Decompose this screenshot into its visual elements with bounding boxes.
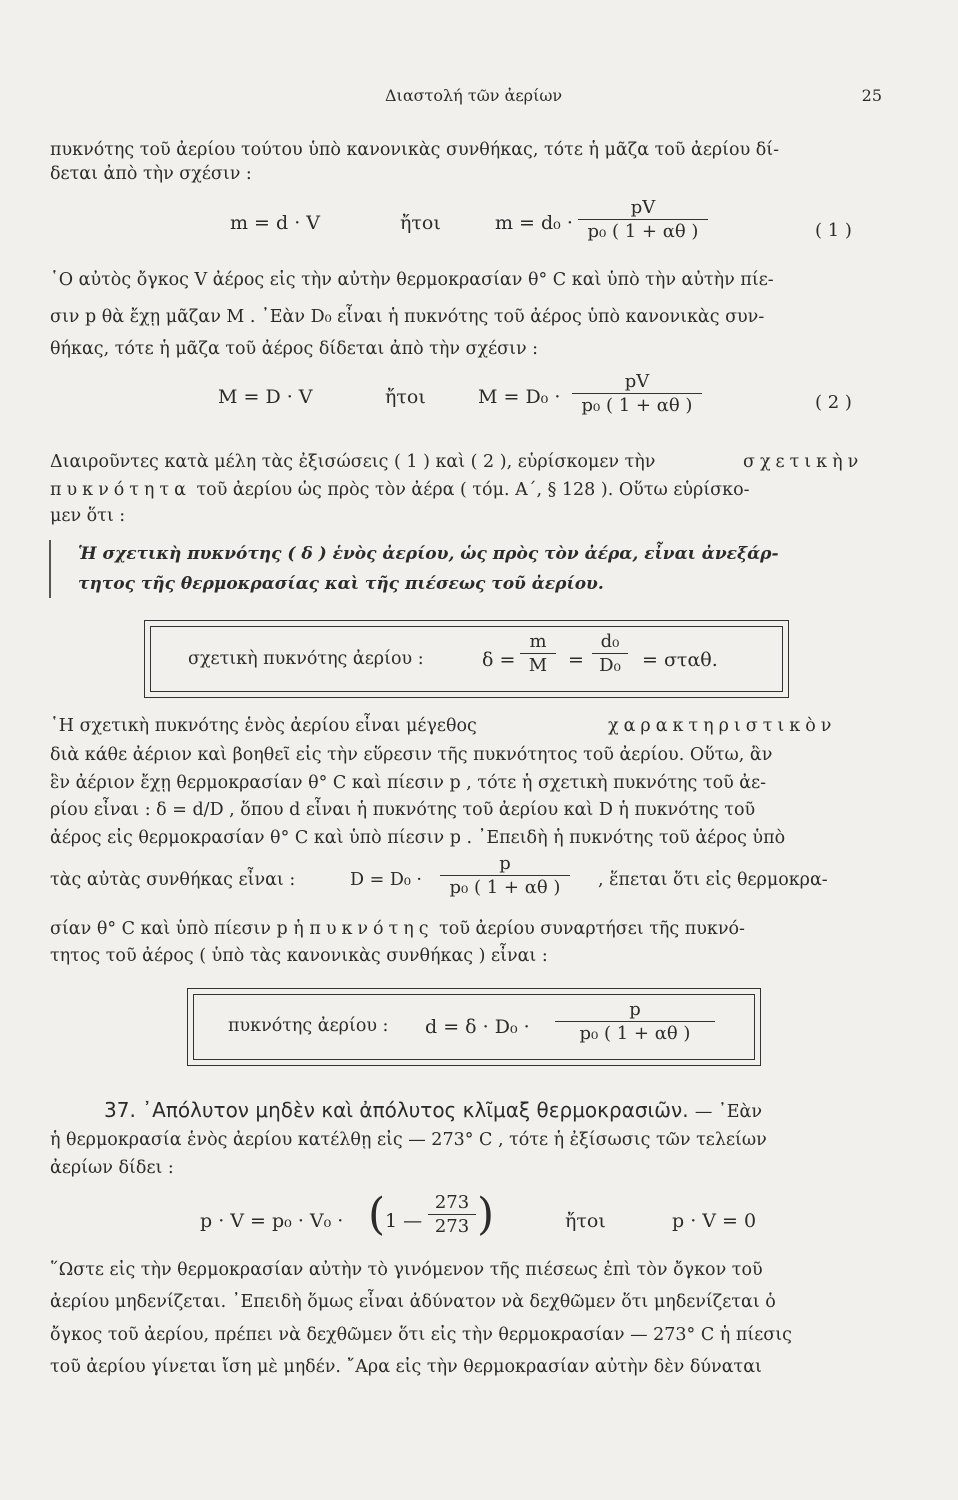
box1-num: d₀ xyxy=(600,631,620,652)
text-line: δεται ἀπὸ τὴν σχέσιν : xyxy=(50,164,252,184)
box1-tail: = σταθ. xyxy=(642,649,718,671)
text-line: ἀέρος εἰς θερμοκρασίαν θ° C καὶ ὑπὸ πίεσιν p . ᾿Επειδὴ ἡ πυκνότης τοῦ ἀέρος ὑπὸ xyxy=(50,828,786,848)
box1-delta: δ = xyxy=(482,649,516,671)
eq3-rhs: p · V = 0 xyxy=(672,1210,757,1232)
eq3-den: 273 xyxy=(434,1216,470,1237)
section-heading xyxy=(104,1098,762,1122)
spaced-term: χαρακτηριστικὸν xyxy=(608,716,837,736)
text-line: ἀερίων δίδει : xyxy=(50,1158,174,1178)
text-line: ρίου εἶναι : δ = d/D , ὅπου d εἶναι ἡ πυκνότης τοῦ ἀερίου καὶ D ἡ πυκνότης τοῦ xyxy=(50,800,756,820)
box2-label: πυκνότης ἀερίου : xyxy=(228,1016,389,1036)
text-span: τοῦ ἀερίου συναρτήσει τῆς πυκνό- xyxy=(439,919,745,939)
eq3-fraction xyxy=(428,1193,476,1237)
eq1-hitoi: ἤτοι xyxy=(400,212,441,234)
definition-line: τητος τῆς θερμοκρασίας καὶ τῆς πιέσεως τοῦ ἀερίου. xyxy=(78,574,604,594)
page-number: 25 xyxy=(861,86,882,105)
eq1-fraction xyxy=(578,198,708,242)
text-span: ῾Η σχετικὴ πυκνότης ἑνὸς ἀερίου εἶναι μέγεθος xyxy=(50,716,477,736)
text-line: ἀερίου μηδενίζεται. ᾿Επειδὴ ὅμως εἶναι ἀδύνατον νὰ δεχθῶμεν ὅτι μηδενίζεται ὁ xyxy=(50,1292,776,1312)
eq1-denominator: p₀ ( 1 + αθ ) xyxy=(587,221,699,242)
box1-fraction-m xyxy=(520,632,556,676)
spaced-term: σχετικὴν xyxy=(743,452,864,472)
text-line xyxy=(50,714,890,738)
text-line: πυκνότης τοῦ ἀερίου τούτου ὑπὸ κανονικὰς συνθήκας, τότε ἡ μᾶζα τοῦ ἀερίου δί- xyxy=(50,140,780,160)
eq2-label: ( 2 ) xyxy=(815,392,852,413)
left-paren: ( xyxy=(368,1189,386,1240)
spaced-term: πυκνότης xyxy=(309,919,434,939)
eq2-hitoi: ἤτοι xyxy=(385,386,426,408)
eq2-numerator: pV xyxy=(624,371,650,392)
eq2-denominator: p₀ ( 1 + αθ ) xyxy=(581,395,693,416)
text-line: ῾Ο αὐτὸς ὄγκος V ἀέρος εἰς τὴν αὐτὴν θερμοκρασίαν θ° C καὶ ὑπὸ τὴν αὐτὴν πίε- xyxy=(50,270,774,290)
eq3-num: 273 xyxy=(434,1192,470,1213)
inline-equation: D = D₀ · xyxy=(350,870,422,890)
text-line: ῞Ωστε εἰς τὴν θερμοκρασίαν αὐτὴν τὸ γινόμενον τῆς πιέσεως ἐπὶ τὸν ὄγκον τοῦ xyxy=(50,1260,763,1280)
inline-den: p₀ ( 1 + αθ ) xyxy=(449,877,561,898)
text-span: τὰς αὐτὰς συνθήκας εἶναι : xyxy=(50,870,296,890)
box2-num: p xyxy=(629,999,641,1020)
text-line: τητος τοῦ ἀέρος ( ὑπὸ τὰς κανονικὰς συνθήκας ) εἶναι : xyxy=(50,946,548,966)
running-header xyxy=(0,82,958,112)
box2-fraction xyxy=(555,1000,715,1044)
text-line xyxy=(50,853,890,898)
eq1-label: ( 1 ) xyxy=(815,220,852,241)
text-line: διὰ κάθε ἀέριον καὶ βοηθεῖ εἰς τὴν εὕρεσιν τῆς πυκνότητος τοῦ ἀερίου. Οὕτω, ἂν xyxy=(50,745,773,765)
eq3-lhs: p · V = p₀ · V₀ · xyxy=(200,1210,344,1232)
box2-den: p₀ ( 1 + αθ ) xyxy=(579,1023,691,1044)
eq1-left: m = d · V xyxy=(230,212,321,234)
eq1-numerator: pV xyxy=(630,197,656,218)
text-line: ἡ θερμοκρασία ἑνὸς ἀερίου κατέλθῃ εἰς — 273° C , τότε ἡ ἐξίσωσις τῶν τελείων xyxy=(50,1130,767,1150)
right-paren: ) xyxy=(477,1189,495,1240)
text-span: Διαιροῦντες κατὰ μέλη τὰς ἐξισώσεις ( 1 ) καὶ ( 2 ), εὑρίσκομεν τὴν xyxy=(50,452,656,472)
text-span: , ἕπεται ὅτι εἰς θερμοκρα- xyxy=(598,870,828,890)
chapter-title: Διαστολή τῶν ἀερίων xyxy=(385,86,563,105)
box1-den: D₀ xyxy=(599,655,621,676)
eq1-lhs: m = d₀ · xyxy=(495,212,573,234)
text-line: τοῦ ἀερίου γίνεται ἴση μὲ μηδέν. ῎Αρα εἰς τὴν θερμοκρασίαν αὐτὴν δὲν δύναται xyxy=(50,1357,762,1377)
spaced-term: πυκνότητα xyxy=(50,480,191,500)
box1-den: M xyxy=(528,655,548,676)
box1-label: σχετικὴ πυκνότης ἀερίου : xyxy=(188,649,424,669)
text-line: ὄγκος τοῦ ἀερίου, πρέπει νὰ δεχθῶμεν ὅτι εἰς τὴν θερμοκρασίαν — 273° C ἡ πίεσις xyxy=(50,1325,792,1345)
eq3-one: 1 — xyxy=(385,1210,423,1232)
eq2-left: M = D · V xyxy=(218,386,313,408)
inline-fraction xyxy=(440,854,570,898)
box1-num: m xyxy=(529,631,547,652)
inline-num: p xyxy=(499,853,511,874)
box1-fraction-d xyxy=(592,632,628,676)
text-line: μεν ὅτι : xyxy=(50,506,126,526)
text-line: θήκας, τότε ἡ μᾶζα τοῦ ἀέρος δίδεται ἀπὸ τὴν σχέσιν : xyxy=(50,339,539,359)
eq3-hitoi: ἤτοι xyxy=(565,1210,606,1232)
text-line: ἓν ἀέριον ἔχῃ θερμοκρασίαν θ° C καὶ πίεσιν p , τότε ἡ σχετικὴ πυκνότης τοῦ ἀε- xyxy=(50,773,767,793)
box1-equals: = xyxy=(568,649,584,671)
text-line: σιν p θὰ ἔχῃ μᾶζαν M . ᾿Εὰν D₀ εἶναι ἡ πυκνότης τοῦ ἀέρος ὑπὸ κανονικὰς συν- xyxy=(50,307,765,327)
eq2-fraction xyxy=(572,372,702,416)
definition-rule xyxy=(49,540,51,598)
text-span: σίαν θ° C καὶ ὑπὸ πίεσιν p ἡ xyxy=(50,919,304,939)
eq2-lhs: M = D₀ · xyxy=(478,386,561,408)
definition-line: Ἡ σχετικὴ πυκνότης ( δ ) ἑνὸς ἀερίου, ὡς πρὸς τὸν ἀέρα, εἶναι ἀνεξάρ- xyxy=(78,544,779,564)
box2-equation: d = δ · D₀ · xyxy=(425,1016,530,1038)
text-span: τοῦ ἀερίου ὡς πρὸς τὸν ἀέρα ( τόμ. Α΄, § 128 ). Οὕτω εὑρίσκο- xyxy=(196,480,750,500)
section-tail: — ᾿Εὰν xyxy=(694,1102,762,1122)
section-title: 37. ᾿Απόλυτον μηδὲν καὶ ἀπόλυτος κλῖμαξ θερμοκρασιῶν. xyxy=(104,1098,689,1122)
text-line xyxy=(50,478,890,502)
text-line xyxy=(50,450,890,474)
text-line xyxy=(50,917,890,941)
